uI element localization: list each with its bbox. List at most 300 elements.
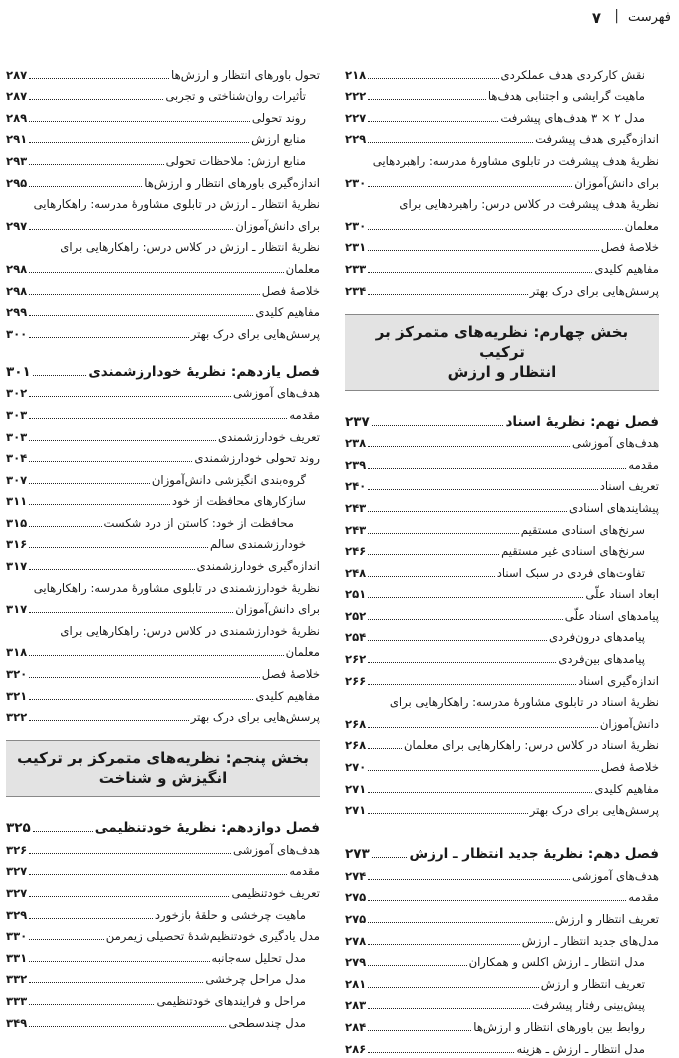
page-ref: ۲۹۸	[6, 261, 28, 276]
toc-entry[interactable]	[6, 84, 320, 106]
toc-entry[interactable]	[345, 256, 659, 278]
toc-entry[interactable]	[345, 950, 659, 972]
entry-title: مدل انتظار ـ ارزش اکلس و همکاران	[468, 955, 645, 970]
page-ref: ۳۰۰	[6, 326, 28, 341]
page-ref: ۲۴۸	[345, 565, 367, 580]
toc-entry[interactable]	[6, 105, 320, 127]
page-ref: ۲۲۷	[345, 110, 367, 125]
dot-leader	[29, 874, 287, 875]
page-ref: ۲۳۷	[345, 413, 370, 430]
dot-leader	[368, 1030, 471, 1031]
toc-entry-first-line	[6, 618, 320, 640]
toc-entry[interactable]	[345, 711, 659, 733]
toc-entry[interactable]	[345, 105, 659, 127]
page-ref: ۳۳۳	[6, 993, 28, 1008]
toc-entry[interactable]	[6, 967, 320, 989]
entry-title: منابع ارزش: ملاحظات تحولی	[165, 153, 306, 168]
page-ref: ۳۱۷	[6, 559, 28, 574]
entry-title: تحول باورهای انتظار و ارزش‌ها	[171, 67, 320, 82]
header-title: فهرست	[627, 10, 671, 25]
entry-title: اندازه‌گیری خودارزشمندی	[196, 559, 320, 574]
page-ref: ۲۷۵	[345, 890, 367, 905]
entry-title-part1: نظریهٔ هدف پیشرفت در کلاس درس: راهبردهایی برای	[399, 197, 659, 212]
chapter-title: فصل نهم: نظریهٔ اسناد	[505, 413, 659, 430]
page-ref: ۳۲۷	[6, 864, 28, 879]
dot-leader	[368, 727, 598, 728]
entry-title: مدل چندسطحی	[228, 1015, 306, 1030]
toc-entry[interactable]	[345, 625, 659, 647]
page-ref: ۲۳۱	[345, 240, 367, 255]
toc-entry[interactable]	[6, 924, 320, 946]
dot-leader	[29, 939, 104, 940]
dot-leader	[368, 619, 563, 620]
dot-leader	[368, 78, 498, 79]
entry-title: تعریف انتظار و ارزش	[554, 912, 659, 926]
toc-entry[interactable]	[345, 517, 659, 539]
toc-entry[interactable]	[6, 300, 320, 322]
part-title-line2: انگیزش و شناخت	[98, 769, 228, 788]
dot-leader	[368, 922, 553, 923]
page-ref: ۲۲۹	[345, 132, 367, 147]
page-ref: ۳۱۵	[6, 515, 28, 530]
page-ref: ۳۴۹	[6, 1015, 28, 1030]
toc-entry[interactable]	[6, 532, 320, 554]
toc-entry[interactable]	[345, 733, 659, 755]
chapter-heading[interactable]	[345, 401, 659, 431]
page-ref: ۲۷۰	[345, 760, 367, 775]
toc-entry[interactable]	[6, 278, 320, 300]
entry-title: خلاصهٔ فصل	[600, 240, 659, 255]
toc-entry-first-line	[345, 148, 659, 170]
entry-title: گروه‌بندی انگیزشی دانش‌آموزان	[151, 472, 306, 487]
toc-entry[interactable]	[6, 381, 320, 403]
toc-entry[interactable]	[345, 62, 659, 84]
entry-title: پرسش‌هایی برای درک بهتر	[190, 710, 320, 725]
page-ref: ۲۴۰	[345, 479, 367, 494]
chapter-heading[interactable]	[6, 351, 320, 381]
dot-leader	[29, 1004, 154, 1005]
page-ref: ۲۴۶	[345, 544, 367, 559]
page-ref: ۲۷۳	[345, 846, 370, 863]
entry-title: پرسش‌هایی برای درک بهتر	[190, 326, 320, 341]
entry-title-part1: نظریهٔ انتظار ـ ارزش در تابلوی مشاورهٔ مدرسه: راهکارهایی	[33, 197, 320, 212]
entry-title: پیامدهای درون‌فردی	[548, 630, 645, 645]
page-ref: ۲۹۱	[6, 132, 28, 147]
page-ref: ۲۳۰	[345, 218, 367, 233]
dot-leader	[29, 1026, 226, 1027]
entry-title: سازکارهای محافظت از خود	[171, 494, 306, 509]
toc-entry[interactable]	[6, 640, 320, 662]
dot-leader	[29, 612, 233, 613]
dot-leader	[368, 879, 570, 880]
dot-leader	[29, 918, 153, 919]
dot-leader	[368, 554, 499, 555]
entry-title: اندازه‌گیری باورهای انتظار و ارزش‌ها	[144, 175, 320, 190]
entry-title: مدل مراحل چرخشی	[205, 972, 306, 987]
toc-entry-first-line	[6, 575, 320, 597]
dot-leader	[368, 294, 528, 295]
entry-title: منابع ارزش	[251, 132, 306, 147]
page-ref: ۲۳۳	[345, 261, 367, 276]
chapter-heading[interactable]	[345, 833, 659, 863]
page-header	[8, 8, 671, 30]
dot-leader	[29, 461, 192, 462]
page-ref: ۲۸۷	[6, 89, 28, 104]
section-gap	[345, 819, 659, 825]
toc-entry[interactable]	[345, 863, 659, 885]
entry-title: مقدمه	[289, 864, 320, 879]
page-ref: ۳۱۸	[6, 645, 28, 660]
page-ref: ۲۷۱	[345, 803, 367, 818]
page-ref: ۲۵۴	[345, 630, 367, 645]
dot-leader	[29, 272, 283, 273]
entry-title: تعریف خودارزشمندی	[218, 429, 320, 444]
page-ref: ۲۹۷	[6, 218, 28, 233]
page-ref: ۳۰۱	[6, 363, 31, 380]
entry-title: هدف‌های آموزشی	[571, 868, 659, 883]
entry-title: محافظت از خود: کاستن از درد شکست	[103, 515, 294, 530]
page-ref: ۲۳۰	[345, 175, 367, 190]
dot-leader	[372, 425, 504, 426]
dot-leader	[29, 418, 287, 419]
entry-title-part1: نظریهٔ خودارزشمندی در کلاس درس: راهکارهایی برای	[60, 623, 320, 638]
toc-entry[interactable]	[345, 582, 659, 604]
toc-entry[interactable]	[6, 321, 320, 343]
toc-entry[interactable]	[345, 798, 659, 820]
entry-title: خلاصهٔ فصل	[600, 760, 659, 775]
page-ref: ۳۰۳	[6, 407, 28, 422]
toc-entry[interactable]	[345, 213, 659, 235]
entry-title: پیش‌بینی رفتار پیشرفت	[532, 998, 645, 1013]
page-ref: ۲۱۸	[345, 67, 367, 82]
part-title-line1: بخش پنجم: نظریه‌های متمرکز بر ترکیب	[17, 749, 309, 768]
entry-title: نظریهٔ اسناد در کلاس درس: راهکارهایی برای معلمان	[404, 738, 659, 753]
toc-entry[interactable]	[6, 880, 320, 902]
entry-title: مفاهیم کلیدی	[594, 781, 659, 796]
page-ref: ۲۵۱	[345, 587, 367, 602]
dot-leader	[368, 576, 495, 577]
toc-entry[interactable]	[345, 646, 659, 668]
entry-title: هدف‌های آموزشی	[232, 842, 320, 857]
entry-title: پیامدهای اسناد علّی	[564, 608, 659, 623]
toc-entry[interactable]	[6, 597, 320, 619]
entry-title: روند تحولی خودارزشمندی	[194, 451, 320, 466]
header-separator: |	[614, 8, 619, 24]
dot-leader	[33, 831, 93, 832]
dot-leader	[368, 748, 402, 749]
part-title-line2: انتظار و ارزش	[447, 362, 557, 381]
toc-entry[interactable]	[6, 127, 320, 149]
chapter-title: فصل دهم: نظریهٔ جدید انتظار ـ ارزش	[409, 846, 659, 863]
page-ref: ۲۶۲	[345, 652, 367, 667]
entry-title: روابط بین باورهای انتظار و ارزش‌ها	[473, 1019, 645, 1034]
entry-title: مدل ۲ × ۳ هدف‌های پیشرفت	[500, 110, 645, 125]
dot-leader	[29, 229, 233, 230]
toc-entry[interactable]	[6, 837, 320, 859]
page-ref: ۲۸۹	[6, 110, 28, 125]
toc-entry[interactable]	[6, 446, 320, 468]
toc-entry[interactable]	[345, 668, 659, 690]
page-ref: ۳۲۲	[6, 710, 28, 725]
dot-leader	[368, 813, 528, 814]
dot-leader	[29, 677, 260, 678]
page-ref: ۲۶۸	[345, 738, 367, 753]
page-ref: ۳۱۷	[6, 602, 28, 617]
page-ref: ۲۳۸	[345, 436, 367, 451]
page-ref: ۳۰۷	[6, 472, 28, 487]
entry-title: برای دانش‌آموزان	[235, 602, 320, 617]
dot-leader	[368, 987, 539, 988]
dot-leader	[29, 337, 189, 338]
entry-title: تعریف انتظار و ارزش	[540, 976, 645, 991]
page-number: ۷	[591, 9, 601, 27]
dot-leader	[368, 944, 519, 945]
toc-entry[interactable]	[6, 1010, 320, 1032]
entry-title: ماهیت گرایشی و اجتنابی هدف‌ها	[487, 89, 645, 104]
entry-title: معلمان	[285, 645, 320, 660]
dot-leader	[29, 142, 249, 143]
page-ref: ۳۰۲	[6, 386, 28, 401]
entry-title: اندازه‌گیری اسناد	[578, 673, 659, 688]
toc-entry[interactable]	[345, 278, 659, 300]
toc-entry[interactable]	[6, 683, 320, 705]
dot-leader	[368, 770, 599, 771]
dot-leader	[368, 446, 570, 447]
dot-leader	[29, 294, 260, 295]
dot-leader	[29, 569, 194, 570]
page-ref: ۲۷۸	[345, 933, 367, 948]
entry-title: مدل انتظار ـ ارزش ـ هزینه	[516, 1041, 645, 1056]
dot-leader	[29, 504, 170, 505]
toc-entry[interactable]	[6, 256, 320, 278]
entry-title: پرسش‌هایی برای درک بهتر	[529, 803, 659, 818]
entry-title: مدل‌های جدید انتظار ـ ارزش	[521, 933, 659, 948]
entry-title: برای دانش‌آموزان	[574, 175, 659, 190]
page-ref: ۲۸۴	[345, 1019, 367, 1034]
toc-entry[interactable]	[345, 754, 659, 776]
dot-leader	[368, 142, 533, 143]
dot-leader	[368, 99, 486, 100]
page-ref: ۳۳۲	[6, 972, 28, 987]
page-ref: ۲۹۵	[6, 175, 28, 190]
entry-title: مقدمه	[628, 457, 659, 472]
toc-entry[interactable]	[345, 1014, 659, 1036]
toc-entry[interactable]	[6, 553, 320, 575]
toc-entry[interactable]	[345, 235, 659, 257]
dot-leader	[368, 1052, 514, 1053]
entry-title: مراحل و فرایندهای خودتنظیمی	[156, 993, 306, 1008]
entry-title: نقش کارکردی هدف عملکردی	[500, 67, 645, 82]
page-ref: ۲۴۳	[345, 522, 367, 537]
dot-leader	[368, 511, 567, 512]
page-ref: ۲۷۱	[345, 781, 367, 796]
entry-title: مقدمه	[289, 407, 320, 422]
entry-title: پرسش‌هایی برای درک بهتر	[529, 283, 659, 298]
page-ref: ۲۸۶	[345, 1041, 367, 1056]
page-ref: ۳۳۰	[6, 929, 28, 944]
chapter-title: فصل دوازدهم: نظریهٔ خودتنظیمی	[94, 820, 320, 837]
dot-leader	[29, 526, 101, 527]
dot-leader	[368, 965, 466, 966]
entry-title: مفاهیم کلیدی	[594, 261, 659, 276]
page-ref: ۲۷۵	[345, 912, 367, 926]
dot-leader	[29, 961, 209, 962]
dot-leader	[368, 250, 599, 251]
toc-entry[interactable]	[345, 776, 659, 798]
page-ref: ۳۲۷	[6, 886, 28, 900]
page-ref: ۲۷۴	[345, 868, 367, 883]
page-ref: ۲۸۷	[6, 67, 28, 82]
toc-entry[interactable]	[345, 993, 659, 1015]
toc-entry-first-line	[6, 192, 320, 214]
toc-entry[interactable]	[6, 213, 320, 235]
dot-leader	[29, 720, 189, 721]
entry-title: پیشایندهای اسنادی	[568, 500, 659, 515]
toc-entry[interactable]	[6, 62, 320, 84]
page-ref: ۲۳۴	[345, 283, 367, 298]
toc-entry[interactable]	[6, 705, 320, 727]
entry-title: تفاوت‌های فردی در سبک اسناد	[496, 565, 645, 580]
toc-entry[interactable]	[345, 1036, 659, 1058]
entry-title: اندازه‌گیری هدف پیشرفت	[535, 132, 659, 147]
entry-title: معلمان	[624, 218, 659, 233]
entry-title: ماهیت چرخشی و حلقهٔ بازخورد	[154, 907, 306, 922]
dot-leader	[368, 468, 626, 469]
dot-leader	[368, 229, 622, 230]
page-ref: ۳۲۶	[6, 842, 28, 857]
entry-title: مدل تحلیل سه‌جانبه	[211, 950, 306, 965]
entry-title: تأثیرات روان‌شناختی و تجربی	[165, 89, 306, 104]
toc-entry[interactable]	[345, 84, 659, 106]
dot-leader	[368, 272, 592, 273]
entry-title: تعریف اسناد	[599, 479, 659, 494]
dot-leader	[368, 186, 572, 187]
toc-entry-first-line	[6, 235, 320, 257]
dot-leader	[29, 699, 253, 700]
dot-leader	[29, 186, 142, 187]
page-ref: ۲۹۹	[6, 305, 28, 320]
page-ref: ۳۲۱	[6, 688, 28, 703]
entry-title: هدف‌های آموزشی	[232, 386, 320, 401]
toc-entry[interactable]	[345, 560, 659, 582]
entry-title: پیامدهای بین‌فردی	[558, 652, 645, 667]
entry-title: مفاهیم کلیدی	[255, 305, 320, 320]
toc-entry[interactable]	[6, 489, 320, 511]
toc-entry[interactable]	[6, 148, 320, 170]
toc-entry[interactable]	[345, 928, 659, 950]
dot-leader	[29, 655, 283, 656]
page-ref: ۲۷۹	[345, 955, 367, 970]
page-ref: ۳۱۱	[6, 494, 28, 509]
page-ref: ۲۳۹	[345, 457, 367, 472]
entry-title-part1: نظریهٔ اسناد در تابلوی مشاورهٔ مدرسه: راهکارهایی برای	[389, 695, 659, 710]
dot-leader	[29, 982, 203, 983]
entry-title: مقدمه	[628, 890, 659, 905]
dot-leader	[29, 99, 163, 100]
toc-entry[interactable]	[345, 170, 659, 192]
page-ref: ۲۹۳	[6, 153, 28, 168]
toc-entry[interactable]	[345, 495, 659, 517]
entry-title: سرنخ‌های اسنادی مستقیم	[520, 522, 645, 537]
toc-entry[interactable]	[6, 902, 320, 924]
toc-entry[interactable]	[345, 885, 659, 907]
toc-entry[interactable]	[345, 431, 659, 453]
page-ref: ۲۴۳	[345, 500, 367, 515]
page-ref: ۳۳۱	[6, 950, 28, 965]
entry-title: ابعاد اسناد علّی	[585, 587, 659, 602]
entry-title: تعریف خودتنظیمی	[231, 886, 320, 900]
entry-title: سرنخ‌های اسنادی غیر مستقیم	[501, 544, 645, 559]
toc-column-left	[6, 62, 320, 1032]
dot-leader	[368, 684, 576, 685]
chapter-heading[interactable]	[6, 807, 320, 837]
dot-leader	[368, 489, 598, 490]
toc-entry[interactable]	[6, 510, 320, 532]
page-ref: ۲۶۸	[345, 716, 367, 731]
part-heading	[345, 314, 659, 391]
dot-leader	[29, 315, 253, 316]
toc-entry[interactable]	[345, 539, 659, 561]
dot-leader	[29, 164, 163, 165]
toc-column-right	[345, 62, 659, 1058]
toc-entry[interactable]	[345, 906, 659, 928]
entry-title: خلاصهٔ فصل	[261, 667, 320, 682]
entry-title: مفاهیم کلیدی	[255, 688, 320, 703]
entry-title-part1: نظریهٔ خودارزشمندی در تابلوی مشاورهٔ مدرسه: راهکارهایی	[33, 580, 320, 595]
dot-leader	[368, 792, 592, 793]
toc-entry[interactable]	[6, 661, 320, 683]
chapter-title: فصل یازدهم: نظریهٔ خودارزشمندی	[88, 363, 320, 380]
page-ref: ۳۱۶	[6, 537, 28, 552]
dot-leader	[368, 597, 583, 598]
dot-leader	[29, 896, 229, 897]
toc-entry[interactable]	[6, 859, 320, 881]
toc-entry[interactable]	[345, 474, 659, 496]
toc-entry[interactable]	[6, 988, 320, 1010]
entry-title: برای دانش‌آموزان	[235, 218, 320, 233]
entry-title-part1: نظریهٔ هدف پیشرفت در تابلوی مشاورهٔ مدرسه: راهبردهایی	[372, 153, 659, 168]
entry-title: دانش‌آموزان	[599, 716, 659, 731]
dot-leader	[29, 440, 216, 441]
part-title-line1: بخش چهارم: نظریه‌های متمرکز بر ترکیب	[375, 322, 629, 361]
toc-entry-first-line	[345, 192, 659, 214]
toc-entry[interactable]	[6, 467, 320, 489]
toc-entry-first-line	[345, 690, 659, 712]
dot-leader	[368, 900, 626, 901]
dot-leader	[368, 640, 547, 641]
page-ref: ۲۸۱	[345, 976, 367, 991]
page-ref: ۳۲۹	[6, 907, 28, 922]
page-ref: ۳۲۵	[6, 820, 31, 837]
entry-title: هدف‌های آموزشی	[571, 436, 659, 451]
toc-entry[interactable]	[6, 402, 320, 424]
toc-entry[interactable]	[345, 127, 659, 149]
toc-entry[interactable]	[345, 971, 659, 993]
toc-entry[interactable]	[6, 170, 320, 192]
dot-leader	[29, 396, 231, 397]
entry-title: خودارزشمندی سالم	[210, 537, 306, 552]
page-ref: ۳۰۴	[6, 451, 28, 466]
toc-entry[interactable]	[6, 424, 320, 446]
dot-leader	[368, 533, 519, 534]
toc-entry[interactable]	[6, 945, 320, 967]
page-ref: ۲۸۳	[345, 998, 367, 1013]
toc-entry[interactable]	[345, 603, 659, 625]
dot-leader	[372, 857, 408, 858]
toc-entry[interactable]	[345, 452, 659, 474]
page-ref: ۳۲۰	[6, 667, 28, 682]
page-ref: ۲۶۶	[345, 673, 367, 688]
